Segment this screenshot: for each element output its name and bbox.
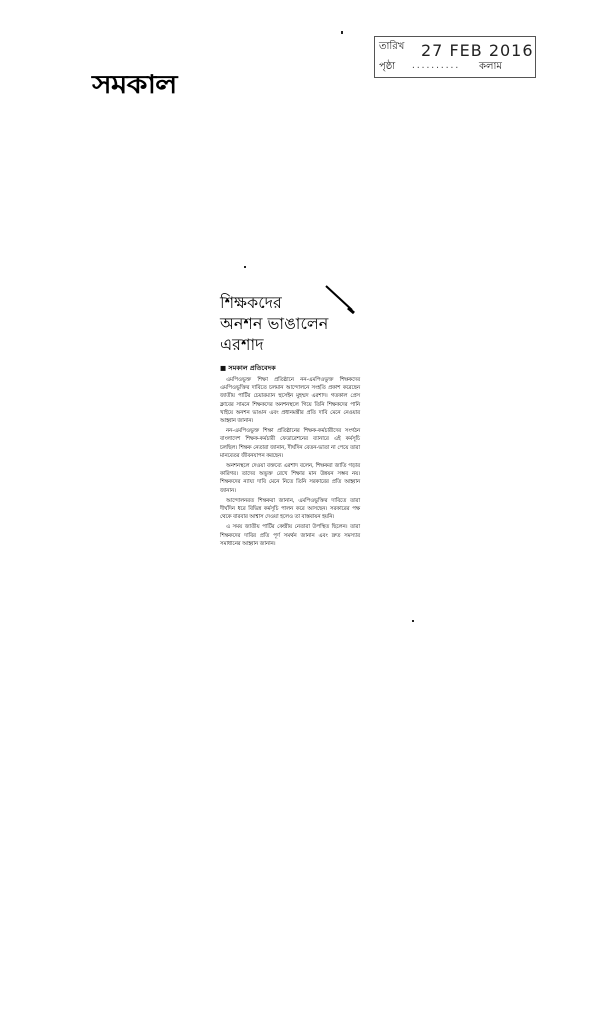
scan-speck	[341, 31, 343, 34]
stamp-column-label: কলাম	[479, 61, 502, 72]
scan-speck	[412, 620, 414, 622]
stamp-date-label: তারিখ	[379, 41, 405, 52]
pen-mark-icon	[324, 284, 356, 314]
stamp-page-label: পৃষ্ঠা	[379, 61, 396, 72]
article-paragraph: অনশনস্থলে দেওয়া বক্তব্যে এরশাদ বলেন, শিক্ষকরা জাতি গড়ার কারিগর। তাদের অভুক্ত রেখে শিক্ষার মান উন্নয়ন সম্ভব নয়। শিক্ষকদের ন্যায্য দাবি মেনে নিতে তিনি সরকারের প্রতি আহ্বান জানান।	[220, 463, 360, 494]
article-paragraph: এমপিওভুক্ত শিক্ষা প্রতিষ্ঠানে নন-এমপিওভুক্ত শিক্ষকদের এমপিওভুক্তির দাবিতে চলমান আন্দোলনে সংহতি প্রকাশ করেছেন জাতীয় পার্টির চেয়ারম্যান হুসেইন মুহম্মদ এরশাদ। গতকাল প্রেস ক্লাবের সামনে শিক্ষকদের অনশনস্থলে গিয়ে তিনি শিক্ষকদের পানি খাইয়ে অনশন ভাঙান এবং প্রধানমন্ত্রীর প্রতি দাবি মেনে নেওয়ার আহ্বান জানান।	[220, 377, 360, 425]
stamp-date-value: 27 FEB 2016	[421, 41, 534, 60]
stamp-dotted-line: ..........	[411, 61, 460, 70]
headline-line-2: অনশন ভাঙালেন	[220, 314, 329, 333]
article-body	[220, 376, 360, 548]
newspaper-masthead: সমকাল	[92, 69, 177, 100]
scan-speck	[244, 266, 246, 268]
headline-line-1: শিক্ষকদের	[220, 293, 282, 312]
article-paragraph: এ সময় জাতীয় পার্টির কেন্দ্রীয় নেতারা উপস্থিত ছিলেন। তারা শিক্ষকদের দাবির প্রতি পূর্ণ সমর্থন জানান এবং দ্রুত সমস্যার সমাধানের আহ্বান জানান।	[220, 524, 360, 547]
article-paragraph: আন্দোলনরত শিক্ষকরা জানান, এমপিওভুক্তির দাবিতে তারা দীর্ঘদিন ধরে বিভিন্ন কর্মসূচি পালন করে আসছেন। সরকারের পক্ষ থেকে বারবার আশ্বাস দেওয়া হলেও তা বাস্তবায়ন হয়নি।	[220, 497, 360, 521]
date-stamp	[374, 36, 536, 78]
article-paragraph: নন-এমপিওভুক্ত শিক্ষা প্রতিষ্ঠানের শিক্ষক-কর্মচারীদের সংগঠন বাংলাদেশ শিক্ষক-কর্মচারী ফেডারেশনের ব্যানারে এই কর্মসূচি চলছিল। শিক্ষক নেতারা জানান, দীর্ঘদিন বেতন-ভাতা না পেয়ে তারা মানবেতর জীবনযাপন করছেন।	[220, 428, 360, 459]
article-byline: ■ সমকাল প্রতিবেদক	[220, 364, 276, 372]
headline-line-3: এরশাদ	[220, 335, 264, 354]
news-clipping	[220, 292, 360, 550]
